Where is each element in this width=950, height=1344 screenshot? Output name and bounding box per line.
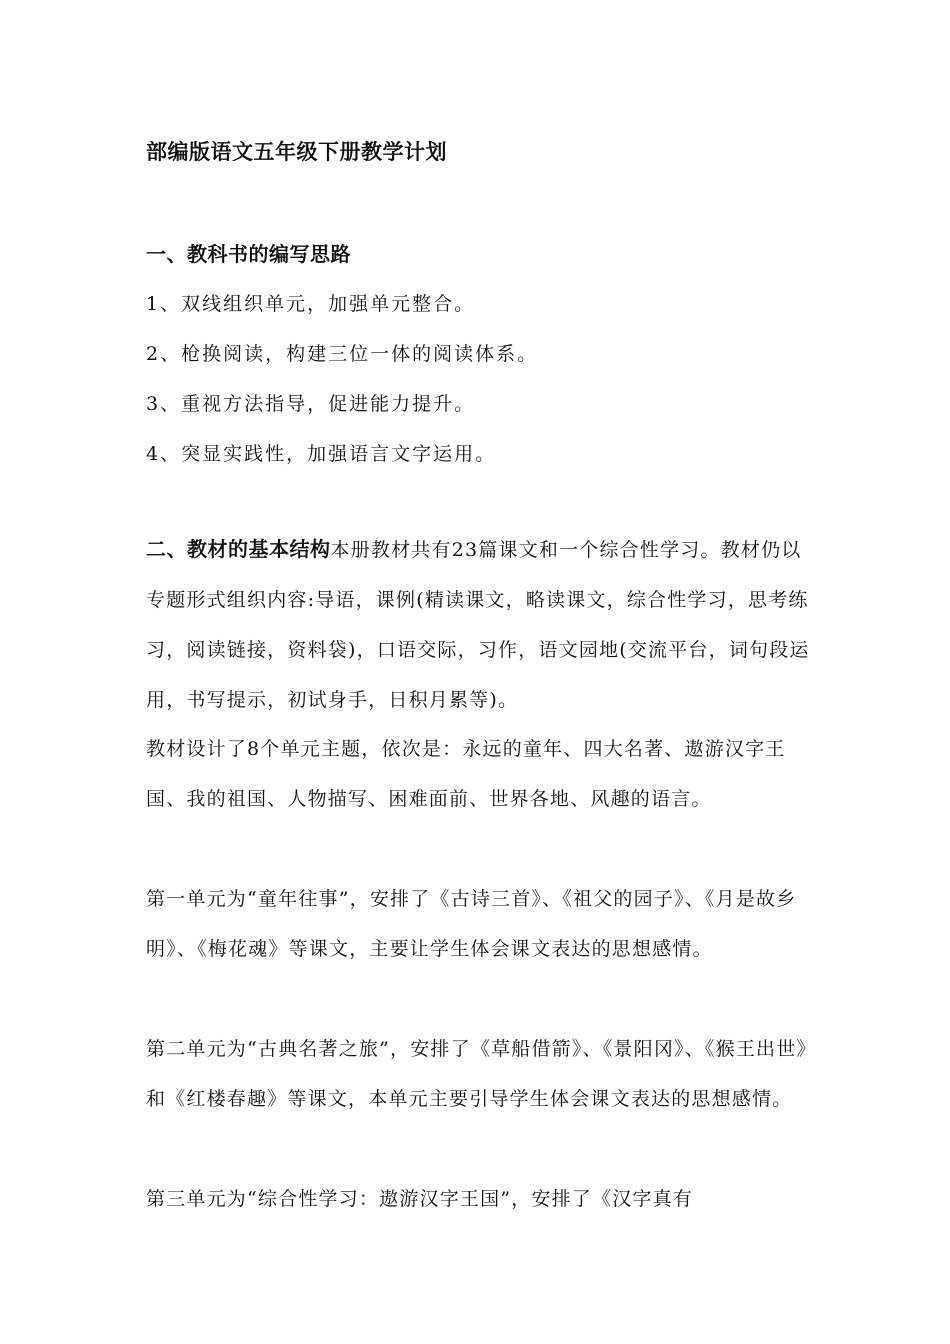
list-item: 4、突显实践性，加强语言文字运用。 xyxy=(146,443,497,465)
unit3-paragraph: 第三单元为“综合性学习：遨游汉字王国”，安排了《汉字真有 xyxy=(146,1188,694,1210)
unit-themes-paragraph: 教材设计了8个单元主题，依次是：永远的童年、四大名著、遨游汉字王国、我的祖国、人物描写、困难面前、世界各地、风趣的语言。 xyxy=(146,738,786,810)
list-item: 2、枪换阅读，构建三位一体的阅读体系。 xyxy=(146,343,539,365)
section-basic-structure-paragraph xyxy=(146,524,814,725)
section-heading-writing-approach: 一、教科书的编写思路 xyxy=(146,242,351,266)
list-item: 1、双线组织单元，加强单元整合。 xyxy=(146,293,476,315)
structure-intro-text: 本册教材共有23篇课文和一个综合性学习。教材仍以专题形式组织内容:导语，课例(精读课文，略读课文，综合性学习，思考练习，阅读链接，资料袋)，口语交际，习作，语文园地(交流平台，词句段运用，书写提示，初试身手，日积月累等)。 xyxy=(146,539,810,711)
unit2-paragraph: 第二单元为“古典名著之旅”，安排了《草船借箭》、《景阳冈》、《猴王出世》和《红楼春趣》等课文，本单元主要引导学生体会课文表达的思想感情。 xyxy=(146,1038,808,1110)
unit1-paragraph: 第一单元为“童年往事”，安排了《古诗三首》、《祖父的园子》、《月是故乡明》、《梅花魂》等课文，主要让学生体会课文表达的思想感情。 xyxy=(146,888,797,960)
list-item: 3、重视方法指导，促进能力提升。 xyxy=(146,393,476,415)
document-title: 部编版语文五年级下册教学计划 xyxy=(146,139,447,164)
section-heading-basic-structure: 二、教材的基本结构 xyxy=(146,537,331,561)
